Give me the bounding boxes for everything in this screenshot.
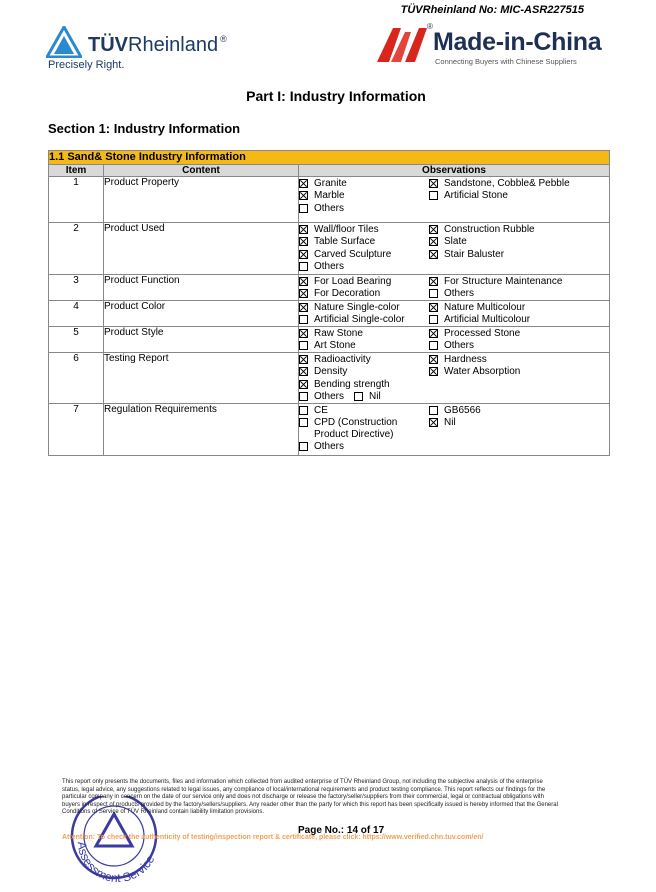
option-label: CE xyxy=(314,404,328,416)
option-label: Table Surface xyxy=(314,236,376,248)
checked-box-icon[interactable] xyxy=(429,250,438,259)
checkbox-option[interactable] xyxy=(429,275,579,288)
observations-cell xyxy=(299,327,610,353)
made-in-china-logo: ® Made-in-China Connecting Buyers with Chinese Suppliers xyxy=(375,22,605,68)
option-label: Others xyxy=(314,202,345,214)
col-header-content: Content xyxy=(104,165,299,177)
option-label: Nature Single-color xyxy=(314,301,400,313)
table-row xyxy=(49,404,610,456)
checked-box-icon[interactable] xyxy=(299,367,308,376)
table-row xyxy=(49,353,610,404)
checked-box-icon[interactable] xyxy=(299,380,308,389)
content-label: Product Used xyxy=(104,223,299,275)
observations-cell xyxy=(299,404,610,456)
content-label: Product Property xyxy=(104,177,299,223)
empty-box-icon[interactable] xyxy=(299,341,308,350)
option-label: Raw Stone xyxy=(314,327,363,339)
option-label: Radioactivity xyxy=(314,353,371,365)
checked-box-icon[interactable] xyxy=(299,225,308,234)
checkbox-option[interactable] xyxy=(429,288,579,301)
tuv-slogan: Precisely Right. xyxy=(48,59,125,71)
item-number: 3 xyxy=(49,275,104,301)
option-label: Others xyxy=(314,391,345,403)
checked-box-icon[interactable] xyxy=(429,303,438,312)
table-row xyxy=(49,223,610,275)
option-label: Hardness xyxy=(444,353,487,365)
item-number: 5 xyxy=(49,327,104,353)
checkbox-option[interactable] xyxy=(299,177,429,190)
checkbox-option[interactable] xyxy=(429,327,579,340)
checked-box-icon[interactable] xyxy=(429,237,438,246)
option-label: Water Absorption xyxy=(444,366,521,378)
option-label: Granite xyxy=(314,177,347,189)
checked-box-icon[interactable] xyxy=(299,179,308,188)
option-label: For Load Bearing xyxy=(314,275,392,287)
checked-box-icon[interactable] xyxy=(299,303,308,312)
option-label: Processed Stone xyxy=(444,327,521,339)
checkbox-option[interactable] xyxy=(299,404,429,417)
checkbox-option[interactable] xyxy=(429,177,579,190)
empty-box-icon[interactable] xyxy=(299,392,308,401)
option-label: Nil xyxy=(444,417,456,429)
others-nil-line xyxy=(299,391,429,404)
checkbox-option[interactable] xyxy=(299,275,429,288)
content-label: Product Style xyxy=(104,327,299,353)
content-label: Testing Report xyxy=(104,353,299,404)
checkbox-option[interactable] xyxy=(299,378,429,391)
tuv-triangle-icon xyxy=(46,26,82,58)
empty-box-icon[interactable] xyxy=(299,262,308,271)
empty-box-icon[interactable] xyxy=(299,442,308,451)
svg-text:Assessment Service: Assessment Service xyxy=(74,840,158,886)
checked-box-icon[interactable] xyxy=(299,289,308,298)
checkbox-option[interactable] xyxy=(299,248,429,261)
option-label: Slate xyxy=(444,236,467,248)
checkbox-option[interactable] xyxy=(299,441,429,454)
option-label: Artificial Single-color xyxy=(314,314,405,326)
empty-box-icon[interactable] xyxy=(429,406,438,415)
industry-info-table xyxy=(48,150,610,456)
checkbox-option[interactable] xyxy=(299,190,429,203)
option-label: For Structure Maintenance xyxy=(444,275,563,287)
checkbox-option[interactable] xyxy=(429,404,579,417)
checkbox-option[interactable] xyxy=(299,327,429,340)
tuv-brand-name: TÜVRheinland ® xyxy=(88,34,227,56)
checked-box-icon[interactable] xyxy=(429,418,438,427)
observations-cell xyxy=(299,353,610,404)
option-label: Stair Baluster xyxy=(444,248,505,260)
checked-box-icon[interactable] xyxy=(299,277,308,286)
option-label: Others xyxy=(314,261,345,273)
checked-box-icon[interactable] xyxy=(429,277,438,286)
checkbox-option[interactable] xyxy=(429,340,579,353)
checked-box-icon[interactable] xyxy=(429,179,438,188)
checkbox-option[interactable] xyxy=(299,236,429,249)
empty-box-icon[interactable] xyxy=(429,315,438,324)
empty-box-icon[interactable] xyxy=(299,315,308,324)
mic-tagline: Connecting Buyers with Chinese Suppliers xyxy=(435,57,577,66)
checkbox-option[interactable] xyxy=(429,366,579,379)
option-label: Artificial Multicolour xyxy=(444,314,531,326)
option-label: Construction Rubble xyxy=(444,223,535,235)
mic-m-mark-icon xyxy=(375,24,431,64)
checked-box-icon[interactable] xyxy=(429,355,438,364)
checkbox-option[interactable] xyxy=(429,417,579,430)
option-label: CPD (Construction Product Directive) xyxy=(314,416,398,440)
empty-box-icon[interactable] xyxy=(429,191,438,200)
observations-cell xyxy=(299,223,610,275)
checkbox-option[interactable] xyxy=(429,301,579,314)
observations-cell xyxy=(299,177,610,223)
checkbox-option[interactable] xyxy=(299,223,429,236)
checkbox-option[interactable] xyxy=(299,314,429,327)
option-label: Artificial Stone xyxy=(444,190,508,202)
table-row xyxy=(49,177,610,223)
observations-cell xyxy=(299,275,610,301)
option-label: Others xyxy=(444,288,475,300)
col-header-observations: Observations xyxy=(299,165,610,177)
checkbox-option[interactable] xyxy=(429,190,579,203)
checked-box-icon[interactable] xyxy=(429,225,438,234)
option-label: Art Stone xyxy=(314,340,356,352)
item-number: 7 xyxy=(49,404,104,456)
item-number: 1 xyxy=(49,177,104,223)
option-label: Density xyxy=(314,366,348,378)
checkbox-option[interactable] xyxy=(299,353,429,366)
checkbox-option[interactable] xyxy=(429,353,579,366)
checked-box-icon[interactable] xyxy=(299,329,308,338)
content-label: Product Color xyxy=(104,301,299,327)
checked-box-icon[interactable] xyxy=(429,329,438,338)
checkbox-option[interactable] xyxy=(299,366,429,379)
option-label: Bending strength xyxy=(314,378,390,390)
checkbox-option[interactable] xyxy=(429,314,579,327)
checkbox-option[interactable] xyxy=(299,288,429,301)
empty-box-icon[interactable] xyxy=(354,392,363,401)
option-label: Nil xyxy=(369,391,381,403)
part-title: Part I: Industry Information xyxy=(246,88,426,104)
col-header-item: Item xyxy=(49,165,104,177)
checkbox-option[interactable] xyxy=(299,301,429,314)
checkbox-option[interactable] xyxy=(299,340,429,353)
option-label: Nature Multicolour xyxy=(444,301,526,313)
table-row xyxy=(49,327,610,353)
checkbox-option[interactable] xyxy=(299,202,429,215)
checkbox-option[interactable] xyxy=(429,236,579,249)
item-number: 2 xyxy=(49,223,104,275)
option-label: Others xyxy=(444,340,475,352)
content-label: Product Function xyxy=(104,275,299,301)
table-row xyxy=(49,301,610,327)
checkbox-option[interactable] xyxy=(299,261,429,274)
option-label: Carved Sculpture xyxy=(314,248,392,260)
table-banner: 1.1 Sand& Stone Industry Information xyxy=(49,151,610,165)
verify-link[interactable]: Attention: To check the authenticity of testing/inspection report & certificate, please click: https://www.verified.chn.tuv.com/en/ xyxy=(62,834,484,841)
option-label: Sandstone, Cobble& Pebble xyxy=(444,177,570,189)
content-label: Regulation Requirements xyxy=(104,404,299,456)
option-label: Marble xyxy=(314,190,345,202)
checked-box-icon[interactable] xyxy=(299,250,308,259)
option-label: For Decoration xyxy=(314,288,381,300)
item-number: 4 xyxy=(49,301,104,327)
section-title: Section 1: Industry Information xyxy=(48,121,241,136)
checkbox-option[interactable] xyxy=(429,248,579,261)
page-number: Page No.: 14 of 17 xyxy=(298,825,385,836)
empty-box-icon[interactable] xyxy=(429,341,438,350)
empty-box-icon[interactable] xyxy=(299,406,308,415)
mic-brand-name: Made-in-China xyxy=(433,28,602,56)
table-row xyxy=(49,275,610,301)
observations-cell xyxy=(299,301,610,327)
option-label: Others xyxy=(314,441,345,453)
tuv-rheinland-logo xyxy=(46,26,226,76)
checked-box-icon[interactable] xyxy=(299,191,308,200)
option-label: Wall/floor Tiles xyxy=(314,223,379,235)
empty-box-icon[interactable] xyxy=(299,418,308,427)
checked-box-icon[interactable] xyxy=(299,355,308,364)
checkbox-option[interactable] xyxy=(429,223,579,236)
item-number: 6 xyxy=(49,353,104,404)
empty-box-icon[interactable] xyxy=(429,289,438,298)
option-label: GB6566 xyxy=(444,404,481,416)
checked-box-icon[interactable] xyxy=(299,237,308,246)
disclaimer-text: This report only presents the documents, files and information which collected from audited enterprise of TÜV Rheinland Group, not including the subjective analysis of the enterprise status, legal advice, any suggestions related to legal issues, any compliance of local/international requirements and product testing compliance. This report reflects our findings for the particular company in concern on the date of our service only and does not discharge or release the factory/seller/suppliers from their commercial, legal or contractual obligations with buyers in respect of products provided by the factory/sellers/suppliers. Any reader other than the party for which this report has been specifically issued is hereby informed that the General Conditions of Service of TÜV Rheinland contain liability limitation provisions. xyxy=(62,779,558,816)
checkbox-option[interactable] xyxy=(299,417,411,441)
checked-box-icon[interactable] xyxy=(429,367,438,376)
empty-box-icon[interactable] xyxy=(299,204,308,213)
report-number: TÜVRheinland No: MIC-ASR227515 xyxy=(400,4,584,16)
